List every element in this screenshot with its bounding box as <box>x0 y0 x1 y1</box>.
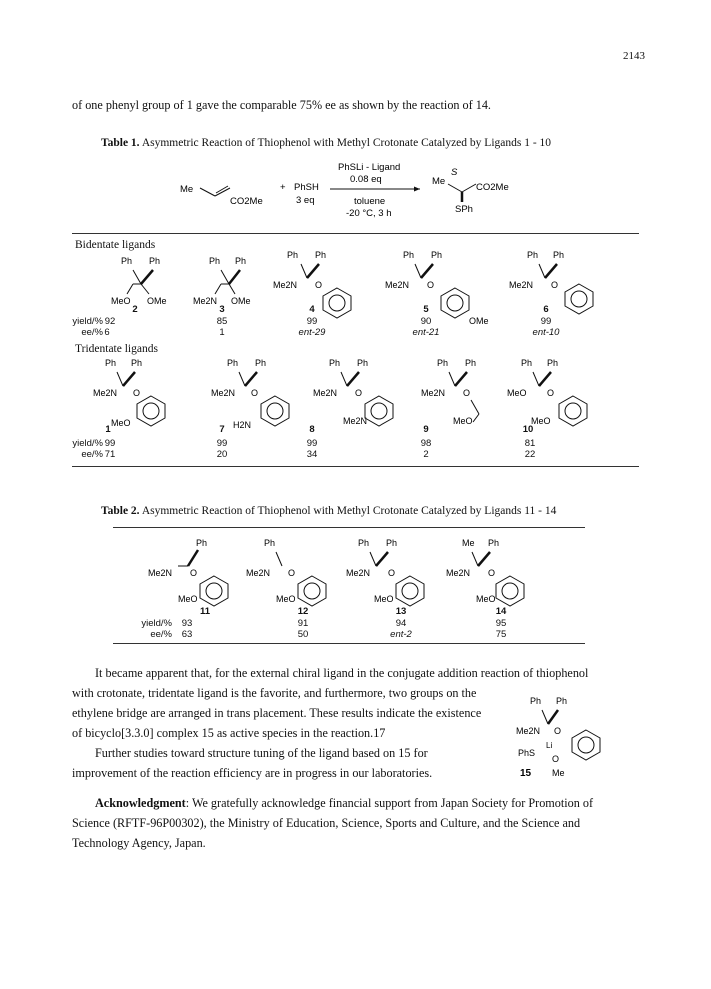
svg-text:Ph: Ph <box>255 358 267 368</box>
ligand-2-structure <box>111 256 167 306</box>
svg-text:O: O <box>551 280 559 290</box>
table2-structures <box>140 532 560 612</box>
yield-row-label: yield/% <box>72 316 103 327</box>
tridentate-structures <box>75 352 640 432</box>
svg-text:Me2N: Me2N <box>516 726 541 736</box>
compound-7-num: 7 <box>219 424 225 435</box>
ack-label: Acknowledgment <box>95 796 186 810</box>
compound-13-num: 13 <box>395 606 407 617</box>
ligand-1-structure <box>93 358 165 428</box>
svg-text:Ph: Ph <box>553 250 565 260</box>
svg-text:Ph: Ph <box>556 696 568 706</box>
svg-text:MeO: MeO <box>111 418 131 428</box>
tridentate-data <box>72 424 640 464</box>
svg-text:O: O <box>388 568 396 578</box>
ee-row-label-2: ee/% <box>81 449 103 460</box>
t2-ee-label: ee/% <box>150 629 172 640</box>
yield-2: 92 <box>104 316 116 327</box>
compound-8-num: 8 <box>309 424 315 435</box>
para1-line3: ethylene bridge are arranged in trans placement. These results indicate the existence <box>72 706 482 720</box>
svg-text:O: O <box>552 754 560 764</box>
table2-data <box>140 606 560 646</box>
ee-8: 34 <box>306 449 318 460</box>
complex-15-num: 15 <box>520 768 532 779</box>
svg-text:Li: Li <box>546 741 553 750</box>
svg-text:Me2N: Me2N <box>273 280 298 290</box>
compound-10-num: 10 <box>522 424 534 435</box>
compound-11-num: 11 <box>199 606 211 617</box>
para1-line1: It became apparent that, for the external chiral ligand in the conjugate addition reaction of thiophenol <box>95 666 589 680</box>
t2-ee-12: 50 <box>297 629 309 640</box>
para2-line1: Further studies toward structure tuning of the ligand based on 15 for <box>95 746 428 760</box>
svg-text:Ph: Ph <box>530 696 542 706</box>
ee-10: 22 <box>524 449 536 460</box>
svg-text:O: O <box>251 388 259 398</box>
table2-title: Asymmetric Reaction of Thiophenol with Methyl Crotonate Catalyzed by Ligands 11 - 14 <box>141 505 557 517</box>
para1-line4: of bicyclo[3.3.0] complex 15 as active species in the reaction.17 <box>72 726 386 740</box>
svg-text:OMe: OMe <box>469 316 489 326</box>
ee-9: 2 <box>423 449 429 460</box>
bidentate-data <box>72 304 640 344</box>
ligand-11-structure <box>148 538 228 606</box>
compound-1-num: 1 <box>105 424 111 435</box>
yield-4: 99 <box>306 316 318 327</box>
svg-text:MeO: MeO <box>507 388 527 398</box>
t2-ee-11: 63 <box>181 629 193 640</box>
table2-label: Table 2. <box>101 505 140 517</box>
substrate-ester: CO2Me <box>230 196 263 207</box>
compound-2-num: 2 <box>132 304 138 315</box>
ee-2: 6 <box>104 327 110 338</box>
para1-line2: with crotonate, tridentate ligand is the favorite, and furthermore, two groups on the <box>72 686 477 700</box>
yield-7: 99 <box>216 438 228 449</box>
ligand-13-structure <box>346 538 424 606</box>
ee-4: ent-29 <box>298 327 326 338</box>
svg-text:Me2N: Me2N <box>385 280 410 290</box>
svg-text:Me: Me <box>462 538 475 548</box>
t2-ee-14: 75 <box>495 629 507 640</box>
phsh-eq: 3 eq <box>296 195 315 206</box>
reagent-label: PhSLi - Ligand <box>338 162 401 173</box>
svg-text:Ph: Ph <box>235 256 247 266</box>
table1-label: Table 1. <box>101 137 140 149</box>
svg-text:Ph: Ph <box>329 358 341 368</box>
svg-text:Me2N: Me2N <box>148 568 173 578</box>
svg-text:O: O <box>190 568 198 578</box>
compound-12-num: 12 <box>297 606 309 617</box>
group-bidentate: Bidentate ligands <box>75 239 156 251</box>
svg-text:Me2N: Me2N <box>313 388 338 398</box>
table1-bottom-rule <box>72 466 639 467</box>
svg-text:O: O <box>488 568 496 578</box>
ee-5: ent-21 <box>412 327 440 338</box>
svg-text:Ph: Ph <box>431 250 443 260</box>
ligand-14-structure <box>446 538 524 606</box>
svg-text:Ph: Ph <box>527 250 539 260</box>
svg-text:Ph: Ph <box>437 358 449 368</box>
reagent-eq: 0.08 eq <box>350 174 382 185</box>
svg-text:MeO: MeO <box>276 594 296 604</box>
compound-6-num: 6 <box>543 304 549 315</box>
svg-text:OMe: OMe <box>147 296 167 306</box>
svg-text:Me2N: Me2N <box>211 388 236 398</box>
svg-text:O: O <box>288 568 296 578</box>
yield-1: 99 <box>104 438 116 449</box>
svg-text:O: O <box>133 388 141 398</box>
ligand-3-structure <box>193 256 251 306</box>
substrate-me: Me <box>180 184 194 195</box>
table2-top-rule <box>113 527 585 528</box>
svg-text:Ph: Ph <box>386 538 398 548</box>
product-sph: SPh <box>455 204 473 215</box>
svg-text:O: O <box>355 388 363 398</box>
svg-text:Ph: Ph <box>287 250 299 260</box>
svg-text:Ph: Ph <box>488 538 500 548</box>
table1-title: Asymmetric Reaction of Thiophenol with Methyl Crotonate Catalyzed by Ligands 1 - 10 <box>141 137 552 149</box>
ack-text1: : We gratefully acknowledge financial support from Japan Society for Promotion of <box>185 796 594 810</box>
ee-3: 1 <box>219 327 225 338</box>
ligand-9-structure <box>421 358 479 426</box>
svg-text:Ph: Ph <box>105 358 117 368</box>
svg-text:Ph: Ph <box>403 250 415 260</box>
svg-text:Ph: Ph <box>357 358 369 368</box>
svg-text:MeO: MeO <box>476 594 496 604</box>
svg-text:Me2N: Me2N <box>93 388 118 398</box>
t2-yield-label: yield/% <box>141 618 172 629</box>
yield-5: 90 <box>420 316 432 327</box>
svg-text:Me2N: Me2N <box>346 568 371 578</box>
reaction-scheme <box>170 160 550 230</box>
svg-text:Me: Me <box>552 768 565 778</box>
t2-yield-11: 93 <box>181 618 193 629</box>
ack-line1 <box>95 794 593 813</box>
t2-yield-12: 91 <box>297 618 309 629</box>
ee-6: ent-10 <box>532 327 560 338</box>
solvent-label: toluene <box>354 196 386 207</box>
ack-line2: Science (RFTF-96P00302), the Ministry of Education, Science, Sports and Culture, and the Science and <box>72 816 581 830</box>
svg-text:Me2N: Me2N <box>193 296 218 306</box>
svg-text:Ph: Ph <box>465 358 477 368</box>
svg-text:O: O <box>315 280 323 290</box>
product-stereo: S <box>451 167 458 178</box>
t2-yield-14: 95 <box>495 618 507 629</box>
svg-text:MeO: MeO <box>531 416 551 426</box>
table2-caption <box>101 505 556 517</box>
yield-9: 98 <box>420 438 432 449</box>
ligand-8-structure <box>313 358 393 426</box>
compound-5-num: 5 <box>423 304 429 315</box>
svg-text:O: O <box>427 280 435 290</box>
ee-row-label: ee/% <box>81 327 103 338</box>
svg-text:Ph: Ph <box>547 358 559 368</box>
table1-caption <box>101 137 551 149</box>
page-number: 2143 <box>623 50 645 62</box>
svg-text:Ph: Ph <box>358 538 370 548</box>
conditions-label: -20 °C, 3 h <box>346 208 392 219</box>
svg-text:O: O <box>547 388 555 398</box>
svg-text:Ph: Ph <box>521 358 533 368</box>
svg-text:Ph: Ph <box>149 256 161 266</box>
ligand-7-structure <box>211 358 289 430</box>
phsh-label: PhSH <box>294 182 319 193</box>
svg-text:Me2N: Me2N <box>246 568 271 578</box>
product-ester: CO2Me <box>476 182 509 193</box>
svg-text:Ph: Ph <box>196 538 208 548</box>
svg-text:Ph: Ph <box>121 256 133 266</box>
yield-8: 99 <box>306 438 318 449</box>
svg-text:Me2N: Me2N <box>421 388 446 398</box>
t2-ee-13: ent-2 <box>390 629 412 640</box>
table1-top-rule <box>72 233 639 234</box>
ee-7: 20 <box>216 449 228 460</box>
svg-text:MeO: MeO <box>178 594 198 604</box>
svg-text:Ph: Ph <box>227 358 239 368</box>
yield-row-label-2: yield/% <box>72 438 103 449</box>
intro-line: of one phenyl group of 1 gave the comparable 75% ee as shown by the reaction of 14. <box>72 98 491 112</box>
svg-text:Ph: Ph <box>315 250 327 260</box>
ligand-12-structure <box>246 538 326 606</box>
svg-text:PhS: PhS <box>518 748 536 758</box>
table2-bottom-rule <box>113 643 585 644</box>
compound-4-num: 4 <box>309 304 315 315</box>
svg-text:MeO: MeO <box>111 296 131 306</box>
t2-yield-13: 94 <box>395 618 407 629</box>
svg-text:O: O <box>463 388 471 398</box>
svg-text:OMe: OMe <box>231 296 251 306</box>
svg-text:Me2N: Me2N <box>343 416 368 426</box>
svg-text:Me2N: Me2N <box>446 568 471 578</box>
ack-line3: Technology Agency, Japan. <box>72 836 206 850</box>
svg-text:MeO: MeO <box>374 594 394 604</box>
yield-3: 85 <box>216 316 228 327</box>
svg-text:Ph: Ph <box>131 358 143 368</box>
para2-line2: improvement of the reaction efficiency are in progress in our laboratories. <box>72 766 433 780</box>
compound-14-num: 14 <box>495 606 507 617</box>
svg-text:O: O <box>554 726 562 736</box>
ee-1: 71 <box>104 449 116 460</box>
svg-text:H2N: H2N <box>233 420 252 430</box>
svg-text:Me2N: Me2N <box>509 280 534 290</box>
yield-6: 99 <box>540 316 552 327</box>
ligand-10-structure <box>507 358 587 426</box>
product-me: Me <box>432 176 446 187</box>
svg-text:MeO: MeO <box>453 416 473 426</box>
plus-sign: + <box>280 182 286 193</box>
yield-10: 81 <box>524 438 536 449</box>
group-tridentate: Tridentate ligands <box>75 343 158 355</box>
complex-15-structure <box>508 690 618 780</box>
svg-text:Ph: Ph <box>209 256 221 266</box>
svg-text:Ph: Ph <box>264 538 276 548</box>
compound-3-num: 3 <box>219 304 225 315</box>
compound-9-num: 9 <box>423 424 429 435</box>
